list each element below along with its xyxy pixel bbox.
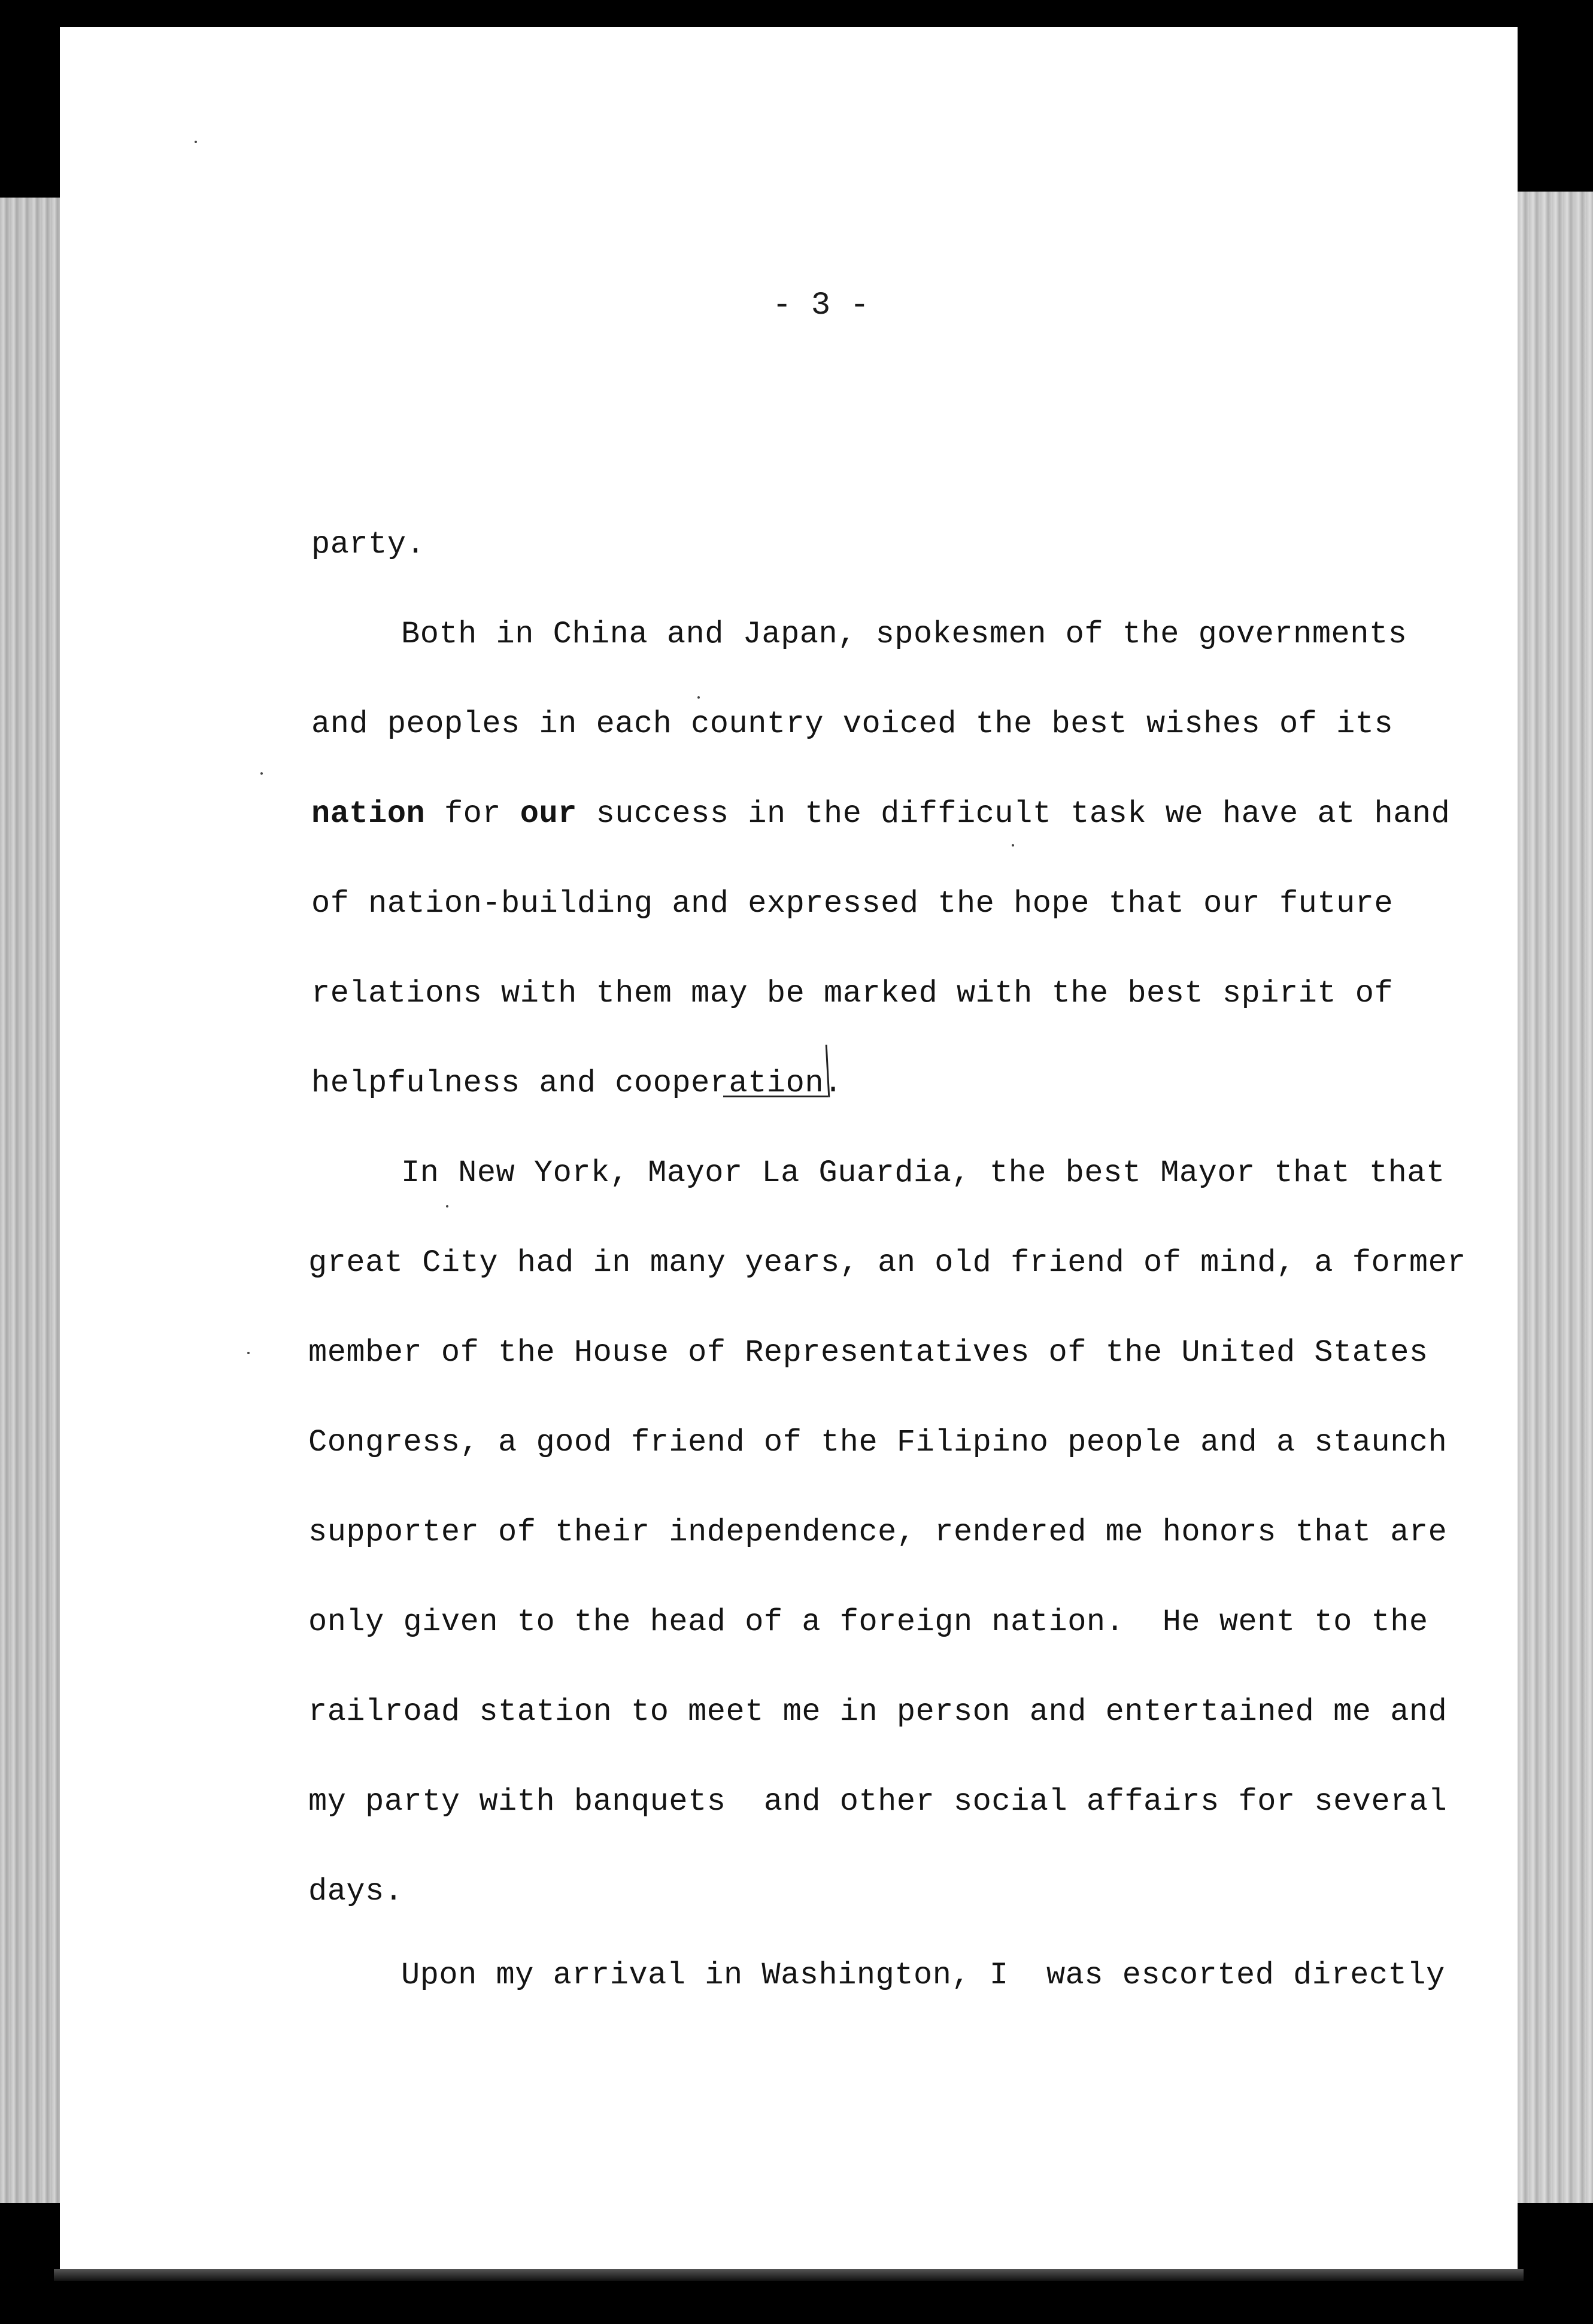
text-line: supporter of their independence, rendered me honors that are (308, 1515, 1448, 1550)
overtyped-word: our (520, 796, 577, 832)
text-line: Both in China and Japan, spokesmen of the governments (401, 617, 1407, 652)
text-line: Upon my arrival in Washington, I was escorted directly (401, 1958, 1445, 1993)
scan-speck (446, 1205, 448, 1207)
paper-sheet (60, 27, 1518, 2277)
scan-speck (195, 141, 197, 143)
text-line: member of the House of Representatives of the United States (308, 1335, 1428, 1370)
page-number: - 3 - (772, 287, 870, 324)
text-line: my party with banquets and other social affairs for several (308, 1784, 1448, 1819)
text-segment: for (425, 796, 520, 832)
scan-speck (247, 1352, 250, 1354)
text-line: Congress, a good friend of the Filipino people and a staunch (308, 1425, 1448, 1460)
handwritten-underline-mark (723, 1096, 828, 1097)
scan-speck (1012, 844, 1014, 847)
text-line: great City had in many years, an old friend of mind, a former (308, 1245, 1467, 1281)
text-line: only given to the head of a foreign nation. He went to the (308, 1604, 1428, 1640)
scan-speck (260, 772, 263, 775)
scanner-edge-right (1518, 192, 1593, 2203)
text-line (311, 796, 1450, 832)
scanner-edge-left (0, 198, 60, 2203)
text-line: and peoples in each country voiced the best wishes of its (311, 706, 1394, 742)
text-line: relations with them may be marked with the best spirit of (311, 976, 1394, 1011)
text-segment: success in the difficult task we have at hand (576, 796, 1451, 832)
text-line: In New York, Mayor La Guardia, the best Mayor that that (401, 1155, 1445, 1191)
text-line: party. (311, 527, 426, 562)
paper-bottom-shadow (54, 2269, 1524, 2281)
text-line: helpfulness and cooperation. (311, 1066, 843, 1101)
scan-speck (697, 696, 700, 699)
text-line: railroad station to meet me in person and entertained me and (308, 1694, 1448, 1730)
overtyped-word: nation (311, 796, 426, 832)
text-line: of nation-building and expressed the hope that our future (311, 886, 1394, 921)
text-line: days. (308, 1874, 403, 1909)
